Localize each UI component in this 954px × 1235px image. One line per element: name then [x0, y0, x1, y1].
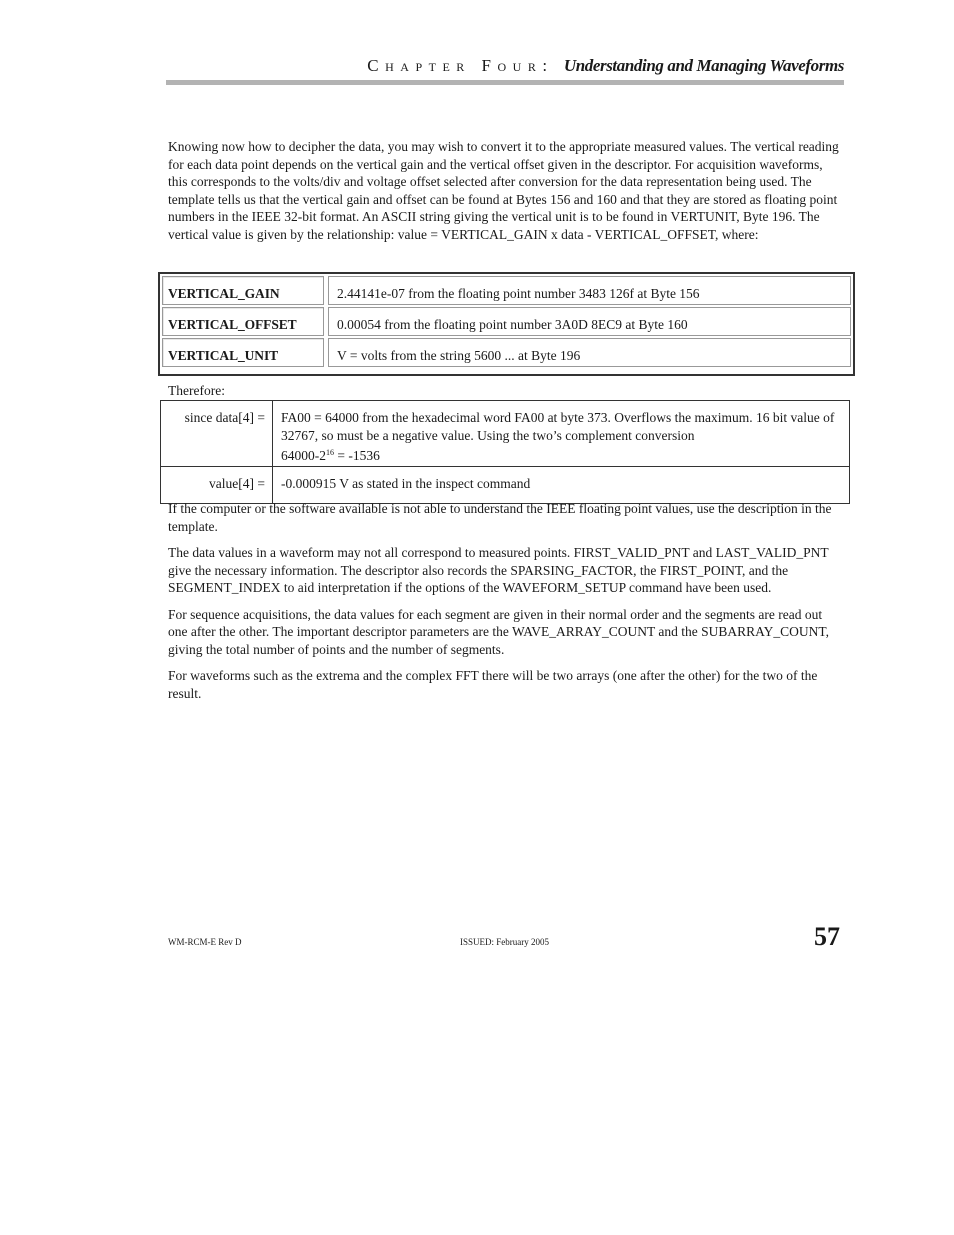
therefore-label: Therefore:: [168, 383, 225, 398]
chapter-title: Understanding and Managing Waveforms: [563, 56, 844, 75]
table-row: [162, 338, 851, 367]
calc-expr-base: 64000-2: [281, 448, 326, 463]
param-value: 2.44141e-07 from the floating point number 3483 126f at Byte 156: [328, 276, 851, 305]
table-row: [161, 466, 850, 503]
page-number: 57: [814, 922, 840, 951]
header-rule: [166, 80, 844, 85]
calc-expr-exponent: 16: [326, 448, 334, 457]
paragraph: If the computer or the software available is not able to understand the IEEE floating point values, use the description in the template.: [168, 501, 832, 534]
param-label: VERTICAL_GAIN: [162, 276, 324, 305]
intro-paragraph: Knowing now how to decipher the data, you may wish to convert it to the appropriate measured values. The vertical reading for each data point depends on the vertical gain and the vertical offset given in the descriptor. For acquisition waveforms, this corresponds to the volts/div and voltage offset selected after conversion for the data representation being used. The template tells us that the vertical gain and offset can be found at Bytes 156 and 160 and that they are stored as floating point numbers in the IEEE 32-bit format. An ASCII string giving the vertical unit is to be found in VERTUNIT, Byte 196. The vertical value is given by the relationship: value = VERTICAL_GAIN x data - VERTICAL_OFFSET, where:: [168, 139, 839, 242]
calc-text: FA00 = 64000 from the hexadecimal word FA00 at byte 373. Overflows the maximum. 16 bit value of 32767, so must be a negative value. Using the two’s complement conversion: [281, 410, 835, 443]
table-row: [161, 401, 850, 467]
vertical-params-table: [158, 272, 855, 376]
calc-expr-result: = -1536: [334, 448, 380, 463]
chapter-label: Chapter Four:: [367, 56, 554, 75]
paragraph: For sequence acquisitions, the data values for each segment are given in their normal order and the segments are read out one after the other. The important descriptor parameters are the WAVE_ARRAY_COUNT and the SUBARRAY_COUNT, giving the total number of points and the number of segments.: [168, 606, 830, 657]
table-row: [162, 276, 851, 305]
param-label: VERTICAL_OFFSET: [162, 307, 324, 336]
calc-value: [273, 401, 850, 467]
paragraph: The data values in a waveform may not all correspond to measured points. FIRST_VALID_PNT and LAST_VALID_PNT give the necessary information. The descriptor also records the SPARSING_FACTOR, the FIRST_POINT, and the SEGMENT_INDEX to aid interpretation if the options of the WAVEFORM_SETUP command have been used.: [168, 545, 829, 595]
body-text: [168, 138, 840, 243]
table-row: [162, 307, 851, 336]
footer-doc-id: WM-RCM-E Rev D: [168, 937, 242, 947]
calc-label: since data[4] =: [161, 401, 273, 467]
body-text-continued: [168, 500, 840, 711]
running-header: [166, 52, 844, 80]
calc-value: -0.000915 V as stated in the inspect command: [273, 466, 850, 503]
calculation-table: [160, 400, 850, 504]
param-value: V = volts from the string 5600 ... at Byte 196: [328, 338, 851, 367]
calc-label: value[4] =: [161, 466, 273, 503]
param-label: VERTICAL_UNIT: [162, 338, 324, 367]
footer-issued: ISSUED: February 2005: [460, 937, 549, 947]
param-value: 0.00054 from the floating point number 3A0D 8EC9 at Byte 160: [328, 307, 851, 336]
paragraph: For waveforms such as the extrema and the complex FFT there will be two arrays (one after the other) for the two of the result.: [168, 668, 818, 701]
